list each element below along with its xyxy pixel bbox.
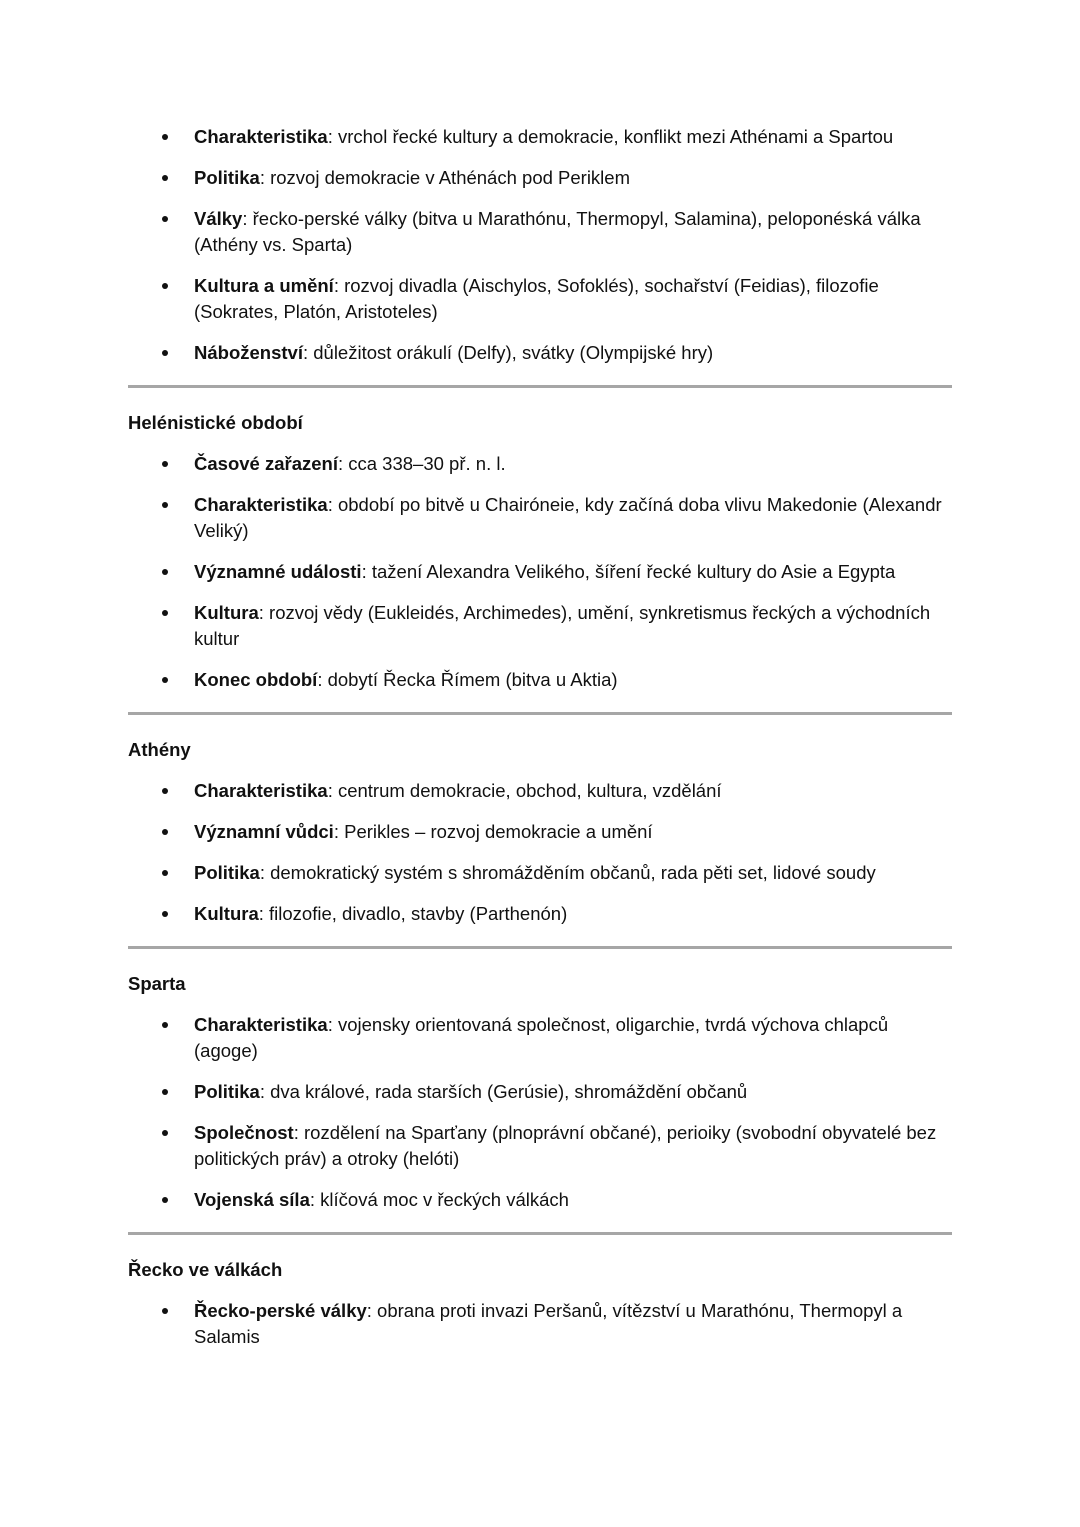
section-list-athens — [128, 778, 952, 927]
item-term: Kultura a umění — [194, 275, 334, 296]
item-term: Politika — [194, 167, 260, 188]
bullet-icon — [162, 829, 168, 835]
item-term: Vojenská síla — [194, 1189, 310, 1210]
bullet-icon — [162, 870, 168, 876]
list-item — [128, 600, 952, 652]
bullet-icon — [162, 569, 168, 575]
item-term: Kultura — [194, 903, 259, 924]
section-heading-hellenistic: Helénistické období — [128, 412, 303, 433]
section-divider — [128, 712, 952, 715]
item-text: : rozvoj demokracie v Athénách pod Periklem — [259, 167, 630, 188]
bullet-icon — [162, 1130, 168, 1136]
bullet-icon — [162, 788, 168, 794]
item-term: Charakteristika — [194, 126, 328, 147]
item-text: : dobytí Řecka Římem (bitva u Aktia) — [317, 669, 618, 690]
item-text: : centrum demokracie, obchod, kultura, vzdělání — [327, 780, 722, 801]
list-item — [128, 1012, 952, 1064]
item-term: Řecko-perské války — [194, 1300, 367, 1321]
item-text: : důležitost orákulí (Delfy), svátky (Olympijské hry) — [302, 342, 714, 363]
item-text: : filozofie, divadlo, stavby (Parthenón) — [258, 903, 568, 924]
section-list-classical — [128, 124, 952, 366]
item-term: Časové zařazení — [194, 453, 338, 474]
section-divider — [128, 385, 952, 388]
item-term: Charakteristika — [194, 494, 328, 515]
item-text: : Perikles – rozvoj demokracie a umění — [333, 821, 653, 842]
item-text: : vojensky orientovaná společnost, oligarchie, tvrdá výchova chlapců (agoge) — [194, 1014, 889, 1061]
item-text: : rozvoj vědy (Eukleidés, Archimedes), umění, synkretismus řeckých a východních kultur — [194, 602, 931, 649]
bullet-icon — [162, 350, 168, 356]
bullet-icon — [162, 1022, 168, 1028]
item-term: Politika — [194, 1081, 260, 1102]
list-item — [128, 124, 952, 150]
section-heading-wars: Řecko ve válkách — [128, 1259, 283, 1280]
section-list-wars — [128, 1298, 952, 1350]
bullet-icon — [162, 283, 168, 289]
item-text: : období po bitvě u Chairóneie, kdy začíná doba vlivu Makedonie (Alexandr Veliký) — [194, 494, 942, 541]
list-item — [128, 778, 952, 804]
item-term: Náboženství — [194, 342, 303, 363]
item-text: : řecko-perské války (bitva u Marathónu, Thermopyl, Salamina), peloponéská válka (Athény vs. Sparta) — [194, 208, 921, 255]
section-heading-athens: Athény — [128, 739, 191, 760]
list-item — [128, 206, 952, 258]
list-item — [128, 901, 952, 927]
list-item — [128, 340, 952, 366]
item-term: Významní vůdci — [194, 821, 334, 842]
bullet-icon — [162, 461, 168, 467]
section-divider — [128, 946, 952, 949]
item-text: : dva králové, rada starších (Gerúsie), shromáždění občanů — [259, 1081, 748, 1102]
item-term: Války — [194, 208, 243, 229]
list-item — [128, 1079, 952, 1105]
item-text: : demokratický systém s shromážděním občanů, rada pěti set, lidové soudy — [259, 862, 876, 883]
bullet-icon — [162, 677, 168, 683]
list-item — [128, 451, 952, 477]
item-text: : rozvoj divadla (Aischylos, Sofoklés), sochařství (Feidias), filozofie (Sokrates, Platón, Aristoteles) — [194, 275, 879, 322]
item-text: : rozdělení na Sparťany (plnoprávní občané), perioiky (svobodní obyvatelé bez politických práv) a otroky (helóti) — [194, 1122, 937, 1169]
section-list-hellenistic — [128, 451, 952, 693]
list-item — [128, 1298, 952, 1350]
item-text: : cca 338–30 př. n. l. — [337, 453, 506, 474]
list-item — [128, 667, 952, 693]
list-item — [128, 492, 952, 544]
section-heading-sparta: Sparta — [128, 973, 186, 994]
item-term: Charakteristika — [194, 780, 328, 801]
item-text: : klíčová moc v řeckých válkách — [309, 1189, 569, 1210]
item-term: Konec období — [194, 669, 318, 690]
item-text: : obrana proti invazi Peršanů, vítězství u Marathónu, Thermopyl a Salamis — [194, 1300, 903, 1347]
list-item — [128, 273, 952, 325]
bullet-icon — [162, 610, 168, 616]
item-term: Kultura — [194, 602, 259, 623]
bullet-icon — [162, 134, 168, 140]
bullet-icon — [162, 1089, 168, 1095]
document-content — [128, 124, 952, 1365]
list-item — [128, 1187, 952, 1213]
bullet-icon — [162, 911, 168, 917]
item-term: Společnost — [194, 1122, 294, 1143]
item-term: Politika — [194, 862, 260, 883]
item-term: Významné události — [194, 561, 362, 582]
bullet-icon — [162, 502, 168, 508]
list-item — [128, 819, 952, 845]
item-text: : tažení Alexandra Velikého, šíření řecké kultury do Asie a Egypta — [361, 561, 896, 582]
bullet-icon — [162, 175, 168, 181]
list-item — [128, 1120, 952, 1172]
item-term: Charakteristika — [194, 1014, 328, 1035]
list-item — [128, 165, 952, 191]
list-item — [128, 559, 952, 585]
section-divider — [128, 1232, 952, 1235]
bullet-icon — [162, 216, 168, 222]
section-list-sparta — [128, 1012, 952, 1213]
item-text: : vrchol řecké kultury a demokracie, konflikt mezi Athénami a Spartou — [327, 126, 894, 147]
bullet-icon — [162, 1197, 168, 1203]
bullet-icon — [162, 1308, 168, 1314]
list-item — [128, 860, 952, 886]
